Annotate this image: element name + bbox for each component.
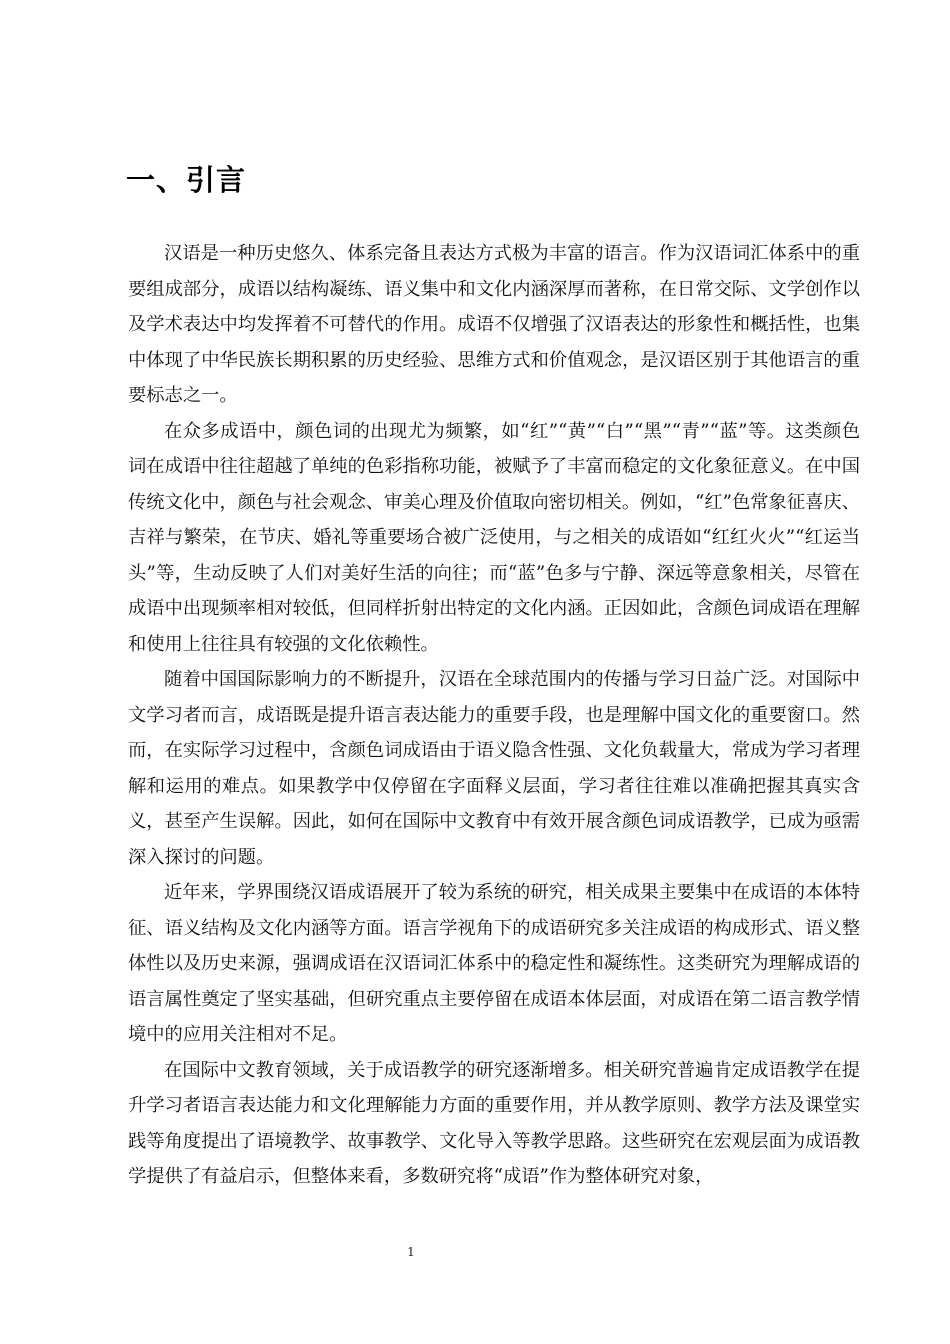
page-number: 1	[407, 1245, 415, 1259]
paragraph-5: 在国际中文教育领域，关于成语教学的研究逐渐增多。相关研究普遍肯定成语教学在提升学习者语言表达能力和文化理解能力方面的重要作用，并从教学原则、教学方法及课堂实践等角度提出了语境教学、故事教学、文化导入等教学思路。这些研究在宏观层面为成语教学提供了有益启示，但整体来看，多数研究将“成语”作为整体研究对象，	[128, 1059, 860, 1187]
paragraph-2: 在众多成语中，颜色词的出现尤为频繁，如“红”“黄”“白”“黑”“青”“蓝”等。这类颜色词在成语中往往超越了单纯的色彩指称功能，被赋予了丰富而稳定的文化象征意义。在中国传统文化中，颜色与社会观念、审美心理及价值取向密切相关。例如，“红”色常象征喜庆、吉祥与繁荣，在节庆、婚礼等重要场合被广泛使用，与之相关的成语如“红红火火”“红运当头”等，生动反映了人们对美好生活的向往；而“蓝”色多与宁静、深远等意象相关，尽管在成语中出现频率相对较低，但同样折射出特定的文化内涵。正因如此，含颜色词成语在理解和使用上往往具有较强的文化依赖性。	[128, 420, 860, 655]
paragraph-4: 近年来，学界围绕汉语成语展开了较为系统的研究，相关成果主要集中在成语的本体特征、语义结构及文化内涵等方面。语言学视角下的成语研究多关注成语的构成形式、语义整体性以及历史来源，强调成语在汉语词汇体系中的稳定性和凝练性。这类研究为理解成语的语言属性奠定了坚实基础，但研究重点主要停留在成语本体层面，对成语在第二语言教学情境中的应用关注相对不足。	[128, 882, 860, 1045]
paragraph-3: 随着中国国际影响力的不断提升，汉语在全球范围内的传播与学习日益广泛。对国际中文学习者而言，成语既是提升语言表达能力的重要手段，也是理解中国文化的重要窗口。然而，在实际学习过程中，含颜色词成语由于语义隐含性强、文化负载量大，常成为学习者理解和运用的难点。如果教学中仅停留在字面释义层面，学习者往往难以准确把握其真实含义，甚至产生误解。因此，如何在国际中文教育中有效开展含颜色词成语教学，已成为亟需深入探讨的问题。	[128, 669, 860, 868]
body-text	[128, 236, 860, 1195]
paragraph-1: 汉语是一种历史悠久、体系完备且表达方式极为丰富的语言。作为汉语词汇体系中的重要组成部分，成语以结构凝练、语义集中和文化内涵深厚而著称，在日常交际、文学创作以及学术表达中均发挥着不可替代的作用。成语不仅增强了汉语表达的形象性和概括性，也集中体现了中华民族长期积累的历史经验、思维方式和价值观念，是汉语区别于其他语言的重要标志之一。	[128, 243, 860, 406]
section-heading: 一、引言	[126, 163, 247, 197]
